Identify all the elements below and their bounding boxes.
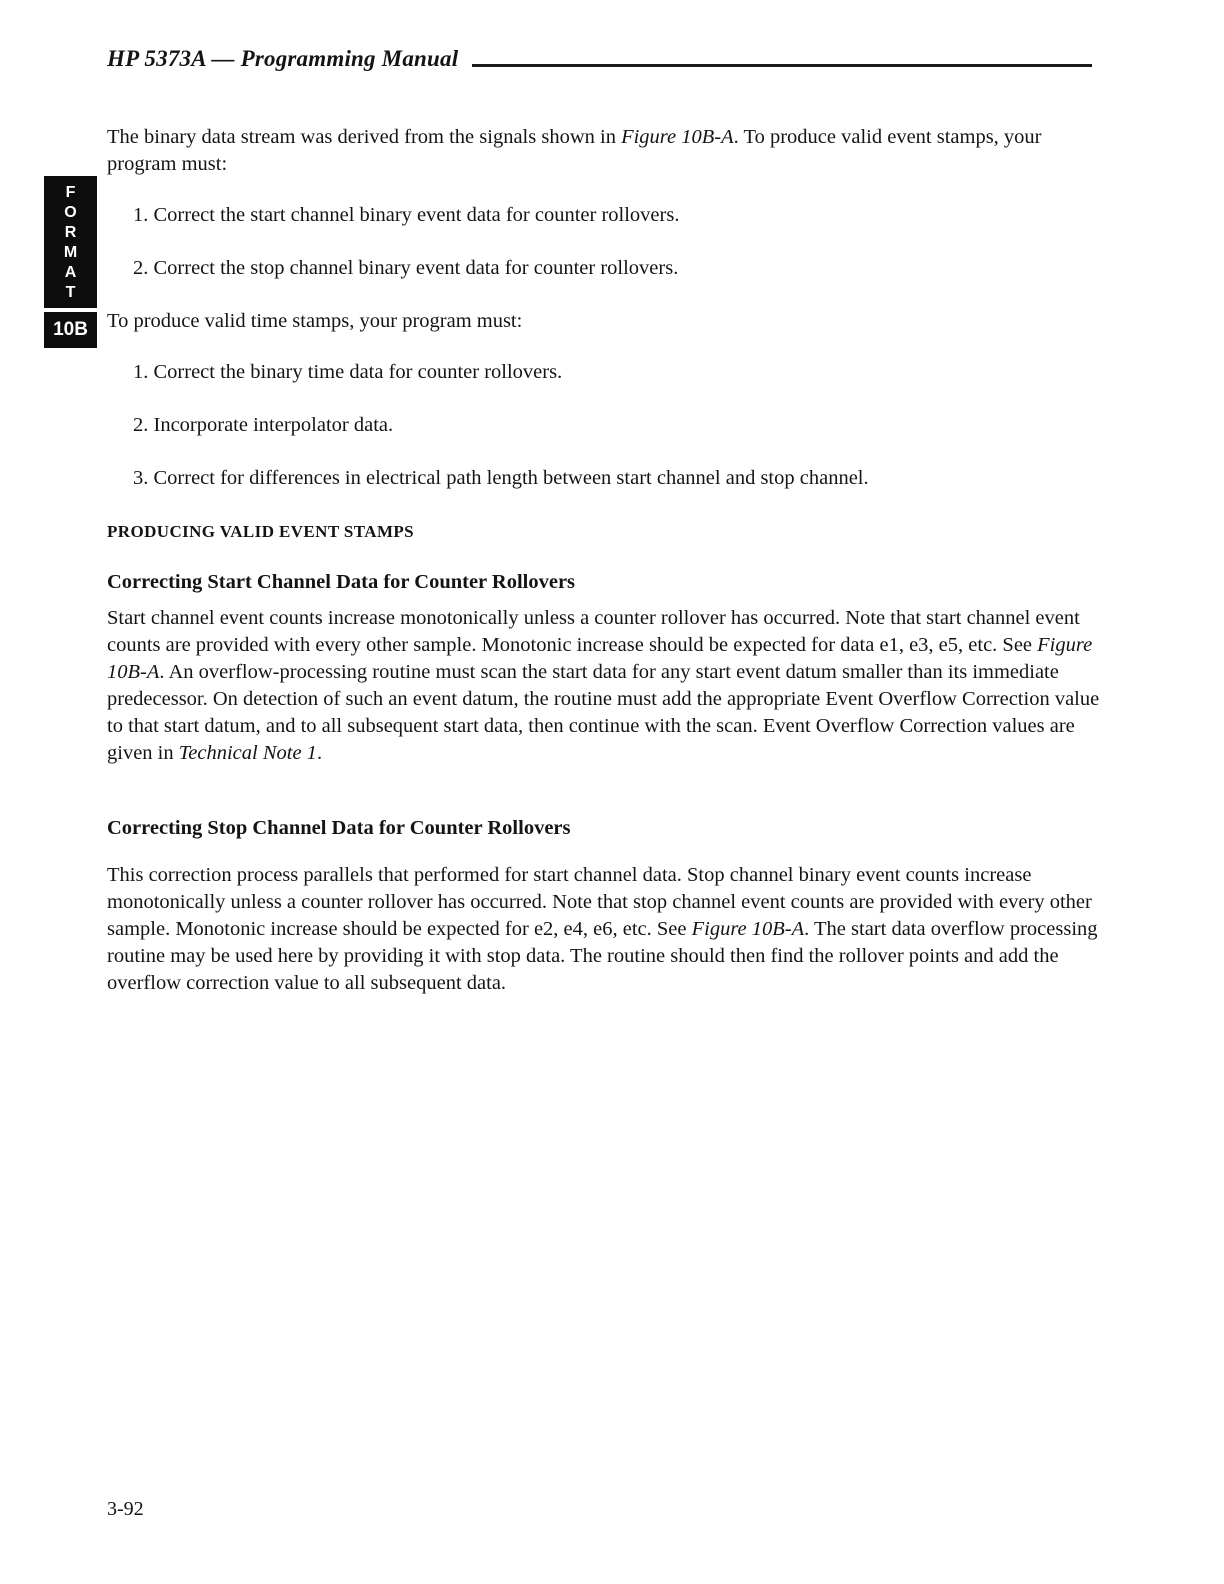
format-letter: F — [65, 184, 76, 201]
list-item: 2. Incorporate interpolator data. — [133, 414, 394, 436]
list-item: 1. Correct the binary time data for counter rollovers. — [133, 361, 563, 383]
paragraph-text: . The start data overflow processing routine may be used here by providing it with stop data. The routine should then find the rollover points and add the overflow correction value to all subsequent data. — [107, 918, 1098, 994]
start-channel-paragraph — [107, 605, 1102, 767]
heading-correcting-stop-channel: Correcting Stop Channel Data for Counter Rollovers — [107, 817, 571, 839]
page-footer — [107, 1498, 144, 1521]
time-stamp-list — [133, 359, 1102, 492]
stop-channel-paragraph — [107, 862, 1102, 997]
list-item: 3. Correct for differences in electrical path length between start channel and stop channel. — [133, 467, 869, 489]
chapter-tab-10b — [44, 312, 97, 348]
format-side-tab — [44, 176, 97, 308]
technical-note-reference: Technical Note 1 — [178, 742, 317, 764]
page-number: 3-92 — [107, 1498, 144, 1520]
time-stamp-intro: To produce valid time stamps, your program must: — [107, 310, 523, 332]
event-stamp-list — [133, 202, 1102, 282]
format-letter: O — [64, 204, 77, 221]
heading-correcting-start-channel: Correcting Start Channel Data for Counter Rollovers — [107, 571, 576, 593]
intro-paragraph — [107, 124, 1102, 178]
section-heading-producing-valid-event-stamps: PRODUCING VALID EVENT STAMPS — [107, 522, 415, 541]
format-letter: A — [64, 264, 77, 281]
paragraph-text: Start channel event counts increase monotonically unless a counter rollover has occurred. Note that start channel event counts are provided with every other sample. Monotonic increase should be expected for data e1, e3, e5, etc. See — [107, 607, 1080, 656]
page-header — [107, 46, 1092, 72]
header-rule — [472, 64, 1092, 67]
paragraph-text: . — [316, 742, 323, 764]
page-body — [107, 124, 1102, 1021]
format-letter: T — [65, 284, 76, 301]
format-letter: R — [64, 224, 77, 241]
figure-reference: Figure 10B-A — [107, 634, 1093, 683]
chapter-tab-label: 10B — [53, 319, 88, 340]
list-item: 2. Correct the stop channel binary event data for counter rollovers. — [133, 257, 679, 279]
figure-reference: Figure 10B-A — [691, 918, 805, 940]
intro-text: . To produce valid event stamps, your program must: — [107, 126, 1042, 175]
figure-reference: Figure 10B-A — [621, 126, 734, 148]
paragraph-text: . An overflow-processing routine must scan the start data for any start event datum smaller than its immediate predecessor. On detection of such an event datum, the routine must add the appropriate Event Overflow Correction value to that start datum, and to all subsequent start data, then continue with the scan. Event Overflow Correction values are given in — [107, 661, 1100, 764]
format-letter: M — [63, 244, 78, 261]
paragraph-text: This correction process parallels that performed for start channel data. Stop channel binary event counts increase monotonically unless a counter rollover has occurred. Note that stop channel event counts are provided with every other sample. Monotonic increase should be expected for e2, e4, e6, etc. See — [107, 864, 1092, 940]
manual-title: HP 5373A — Programming Manual — [107, 46, 459, 71]
list-item: 1. Correct the start channel binary event data for counter rollovers. — [133, 204, 680, 226]
intro-text: The binary data stream was derived from the signals shown in — [107, 126, 622, 148]
